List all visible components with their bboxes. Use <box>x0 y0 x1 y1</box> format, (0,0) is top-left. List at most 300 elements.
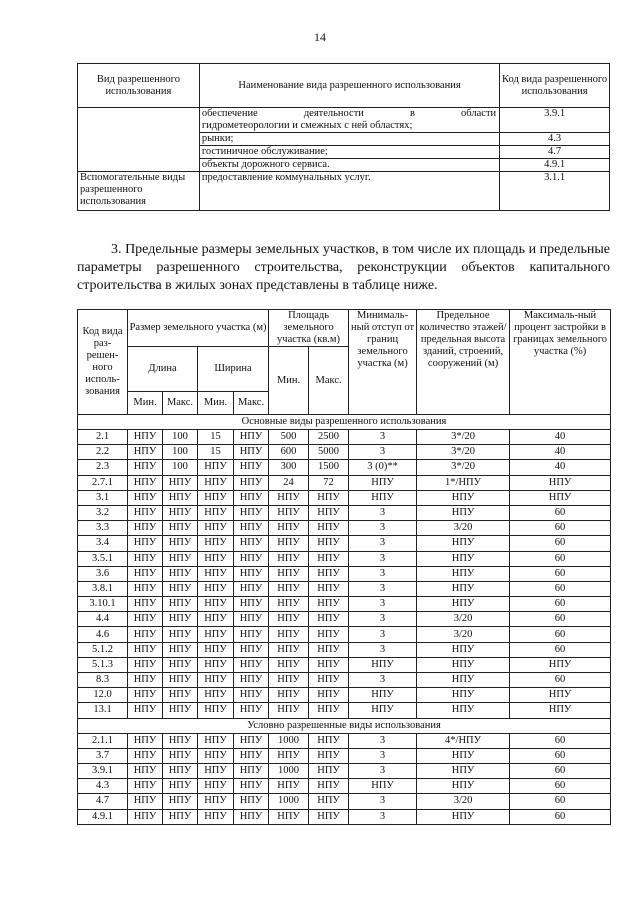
header-area: Площадь земельного участка (кв.м) <box>269 310 349 347</box>
value-cell: 1000 <box>269 733 309 748</box>
value-cell: НПУ <box>234 475 269 490</box>
use-code-cell: 4.7 <box>78 794 128 809</box>
value-cell: НПУ <box>198 612 234 627</box>
value-cell: НПУ <box>417 551 510 566</box>
value-cell: НПУ <box>163 597 198 612</box>
value-cell: НПУ <box>417 505 510 520</box>
value-cell: 1500 <box>309 460 349 475</box>
value-cell: НПУ <box>198 521 234 536</box>
value-cell: НПУ <box>234 748 269 763</box>
value-cell: 3 <box>349 505 417 520</box>
word: деятельности <box>303 108 364 119</box>
aux-use-type-cell: Вспомогательные виды разрешенного использования <box>78 172 200 211</box>
value-cell: 40 <box>510 430 611 445</box>
use-code-cell: 2.7.1 <box>78 475 128 490</box>
value-cell: 3 <box>349 673 417 688</box>
value-cell: НПУ <box>163 673 198 688</box>
value-cell: 60 <box>510 809 611 824</box>
value-cell: НПУ <box>309 794 349 809</box>
value-cell: НПУ <box>269 536 309 551</box>
use-code-cell: 3.9.1 <box>78 763 128 778</box>
value-cell: НПУ <box>510 703 611 718</box>
value-cell: 3*/20 <box>417 445 510 460</box>
value-cell: 3 <box>349 809 417 824</box>
value-cell: НПУ <box>309 673 349 688</box>
value-cell: НПУ <box>198 703 234 718</box>
value-cell: НПУ <box>234 566 269 581</box>
value-cell: НПУ <box>349 657 417 672</box>
value-cell: НПУ <box>128 581 163 596</box>
use-code-cell: 4.3 <box>78 779 128 794</box>
header-length-min: Мин. <box>128 392 163 415</box>
value-cell: НПУ <box>417 657 510 672</box>
value-cell: 100 <box>163 460 198 475</box>
value-cell: НПУ <box>128 460 163 475</box>
value-cell: НПУ <box>510 657 611 672</box>
value-cell: НПУ <box>234 733 269 748</box>
use-code-cell: 4.7 <box>500 146 610 159</box>
header-width-max: Макс. <box>234 392 269 415</box>
permitted-use-table <box>77 63 610 211</box>
value-cell: НПУ <box>163 703 198 718</box>
table-row <box>78 794 611 809</box>
value-cell: НПУ <box>128 566 163 581</box>
value-cell: 60 <box>510 566 611 581</box>
value-cell: НПУ <box>198 460 234 475</box>
value-cell: НПУ <box>234 430 269 445</box>
table-row <box>78 490 611 505</box>
use-code-cell: 3.1.1 <box>500 172 610 211</box>
value-cell: НПУ <box>309 733 349 748</box>
value-cell: НПУ <box>309 779 349 794</box>
page-number: 14 <box>314 30 326 44</box>
use-name-cell <box>199 108 499 133</box>
value-cell: 60 <box>510 779 611 794</box>
table-row <box>78 763 611 778</box>
value-cell: 3 <box>349 794 417 809</box>
value-cell: НПУ <box>163 642 198 657</box>
value-cell: 100 <box>163 445 198 460</box>
value-cell: НПУ <box>234 779 269 794</box>
table-row <box>78 612 611 627</box>
table-row <box>78 108 610 133</box>
value-cell: НПУ <box>198 566 234 581</box>
value-cell: НПУ <box>269 642 309 657</box>
value-cell: НПУ <box>163 505 198 520</box>
value-cell: НПУ <box>128 748 163 763</box>
table-row <box>78 536 611 551</box>
value-cell: НПУ <box>510 688 611 703</box>
value-cell: НПУ <box>309 505 349 520</box>
header-use-type: Вид разрешенного использования <box>78 64 200 108</box>
table-body <box>78 415 611 825</box>
word: области <box>461 108 497 119</box>
value-cell: НПУ <box>128 779 163 794</box>
value-cell: 40 <box>510 460 611 475</box>
use-code-cell: 3.2 <box>78 505 128 520</box>
value-cell: НПУ <box>417 673 510 688</box>
use-code-cell: 3.5.1 <box>78 551 128 566</box>
section-row <box>78 718 611 733</box>
value-cell: НПУ <box>234 657 269 672</box>
value-cell: НПУ <box>269 490 309 505</box>
value-cell: 2500 <box>309 430 349 445</box>
value-cell: НПУ <box>309 551 349 566</box>
value-cell: НПУ <box>163 794 198 809</box>
use-code-cell: 2.1.1 <box>78 733 128 748</box>
value-cell: НПУ <box>128 733 163 748</box>
value-cell: 3/20 <box>417 612 510 627</box>
value-cell: НПУ <box>163 612 198 627</box>
use-code-cell: 8.3 <box>78 673 128 688</box>
value-cell: НПУ <box>417 779 510 794</box>
use-name-cell: гостиничное обслуживание; <box>199 146 499 159</box>
value-cell: 3 <box>349 581 417 596</box>
value-cell: НПУ <box>198 779 234 794</box>
use-code-cell: 3.9.1 <box>500 108 610 133</box>
value-cell: НПУ <box>234 536 269 551</box>
value-cell: НПУ <box>269 627 309 642</box>
value-cell: НПУ <box>269 566 309 581</box>
value-cell: НПУ <box>269 688 309 703</box>
table-row <box>78 445 611 460</box>
value-cell: 3 <box>349 551 417 566</box>
header-setback: Минималь-ный отступ от границ земельного участка (м) <box>349 310 417 415</box>
header-coverage: Максималь-ный процент застройки в границах земельного участка (%) <box>510 310 611 415</box>
value-cell: 3 <box>349 763 417 778</box>
value-cell: 100 <box>163 430 198 445</box>
value-cell: НПУ <box>198 809 234 824</box>
value-cell: НПУ <box>163 657 198 672</box>
value-cell: НПУ <box>163 566 198 581</box>
value-cell: 72 <box>309 475 349 490</box>
header-length-max: Макс. <box>163 392 198 415</box>
value-cell: НПУ <box>234 597 269 612</box>
value-cell: НПУ <box>269 612 309 627</box>
paragraph-3: 3. Предельные размеры земельных участков, в том числе их площадь и предельные параметры разрешенного строительства, реконструкции объектов капитального строительства в жилых зонах представлены в таблице ниже. <box>77 242 610 293</box>
header-length: Длина <box>128 347 198 392</box>
value-cell: НПУ <box>417 763 510 778</box>
use-code-cell: 5.1.3 <box>78 657 128 672</box>
use-name-cell: рынки; <box>199 133 499 146</box>
table-row <box>78 627 611 642</box>
value-cell: НПУ <box>349 475 417 490</box>
value-cell: НПУ <box>309 642 349 657</box>
value-cell: НПУ <box>163 748 198 763</box>
value-cell: НПУ <box>234 703 269 718</box>
word: в <box>410 108 415 119</box>
header-size: Размер земельного участка (м) <box>128 310 269 347</box>
value-cell: НПУ <box>234 627 269 642</box>
value-cell: 5000 <box>309 445 349 460</box>
value-cell: НПУ <box>163 763 198 778</box>
header-area-max: Макс. <box>309 347 349 415</box>
value-cell: НПУ <box>163 521 198 536</box>
value-cell: 3 <box>349 430 417 445</box>
value-cell: НПУ <box>234 794 269 809</box>
value-cell: НПУ <box>417 581 510 596</box>
value-cell: 60 <box>510 581 611 596</box>
value-cell: НПУ <box>234 505 269 520</box>
value-cell: НПУ <box>198 581 234 596</box>
use-name-cell: объекты дорожного сервиса. <box>199 159 499 172</box>
value-cell: НПУ <box>128 763 163 778</box>
value-cell: 60 <box>510 627 611 642</box>
value-cell: НПУ <box>163 475 198 490</box>
value-cell: 3 <box>349 566 417 581</box>
value-cell: НПУ <box>309 657 349 672</box>
use-code-cell: 4.3 <box>500 133 610 146</box>
value-cell: НПУ <box>128 627 163 642</box>
value-cell: 4*/НПУ <box>417 733 510 748</box>
value-cell: НПУ <box>417 536 510 551</box>
value-cell: НПУ <box>269 748 309 763</box>
header-use-code: Код вида разрешенного использования <box>500 64 610 108</box>
table-row <box>78 460 611 475</box>
table-row <box>78 688 611 703</box>
value-cell: НПУ <box>198 642 234 657</box>
value-cell: 60 <box>510 733 611 748</box>
value-cell: НПУ <box>269 551 309 566</box>
table-row <box>78 566 611 581</box>
value-cell: НПУ <box>163 551 198 566</box>
value-cell: НПУ <box>198 688 234 703</box>
value-cell: НПУ <box>198 748 234 763</box>
table-row <box>78 430 611 445</box>
value-cell: 60 <box>510 551 611 566</box>
use-code-cell: 13.1 <box>78 703 128 718</box>
use-code-cell: 3.8.1 <box>78 581 128 596</box>
use-code-cell: 12.0 <box>78 688 128 703</box>
table-row <box>78 703 611 718</box>
value-cell: 3 (0)** <box>349 460 417 475</box>
value-cell: НПУ <box>269 521 309 536</box>
value-cell: НПУ <box>128 597 163 612</box>
table-row <box>78 779 611 794</box>
use-code-cell: 3.1 <box>78 490 128 505</box>
empty-cell <box>78 108 200 172</box>
value-cell: НПУ <box>417 490 510 505</box>
value-cell: НПУ <box>163 627 198 642</box>
value-cell: НПУ <box>309 763 349 778</box>
value-cell: НПУ <box>198 657 234 672</box>
value-cell: НПУ <box>128 505 163 520</box>
table-row <box>78 521 611 536</box>
value-cell: 60 <box>510 642 611 657</box>
value-cell: НПУ <box>269 703 309 718</box>
header-row-1 <box>78 310 611 347</box>
value-cell: НПУ <box>234 612 269 627</box>
value-cell: НПУ <box>349 688 417 703</box>
value-cell: 15 <box>198 445 234 460</box>
value-cell: НПУ <box>417 703 510 718</box>
value-cell: 3 <box>349 445 417 460</box>
value-cell: НПУ <box>309 521 349 536</box>
value-cell: 3 <box>349 612 417 627</box>
use-code-cell: 3.7 <box>78 748 128 763</box>
value-cell: 1000 <box>269 763 309 778</box>
value-cell: НПУ <box>163 779 198 794</box>
value-cell: НПУ <box>510 490 611 505</box>
value-cell: 3*/20 <box>417 460 510 475</box>
value-cell: 3/20 <box>417 521 510 536</box>
value-cell: НПУ <box>417 748 510 763</box>
land-plot-limits-table <box>77 309 611 825</box>
value-cell: НПУ <box>128 794 163 809</box>
value-cell: НПУ <box>128 490 163 505</box>
value-cell: НПУ <box>309 490 349 505</box>
value-cell: НПУ <box>234 809 269 824</box>
value-cell: НПУ <box>128 551 163 566</box>
value-cell: 60 <box>510 612 611 627</box>
value-cell: НПУ <box>198 794 234 809</box>
value-cell: 60 <box>510 521 611 536</box>
value-cell: НПУ <box>128 475 163 490</box>
table-row <box>78 551 611 566</box>
value-cell: НПУ <box>309 688 349 703</box>
value-cell: НПУ <box>234 642 269 657</box>
value-cell: 40 <box>510 445 611 460</box>
value-cell: НПУ <box>128 612 163 627</box>
value-cell: 3 <box>349 627 417 642</box>
table-row <box>78 809 611 824</box>
value-cell: 1000 <box>269 794 309 809</box>
value-cell: НПУ <box>234 490 269 505</box>
header-width-min: Мин. <box>198 392 234 415</box>
header-floors: Предельное количество этажей/ предельная высота зданий, строений, сооружений (м) <box>417 310 510 415</box>
value-cell: НПУ <box>417 688 510 703</box>
value-cell: НПУ <box>417 642 510 657</box>
value-cell: НПУ <box>198 627 234 642</box>
value-cell: НПУ <box>128 521 163 536</box>
value-cell: НПУ <box>128 673 163 688</box>
value-cell: НПУ <box>349 779 417 794</box>
value-cell: 3*/20 <box>417 430 510 445</box>
value-cell: 500 <box>269 430 309 445</box>
value-cell: НПУ <box>128 430 163 445</box>
use-name-continuation: гидрометеорологии и смежных с ней областях; <box>201 120 413 131</box>
value-cell: НПУ <box>234 551 269 566</box>
value-cell: НПУ <box>128 809 163 824</box>
value-cell: НПУ <box>163 536 198 551</box>
value-cell: НПУ <box>234 763 269 778</box>
value-cell: 3/20 <box>417 794 510 809</box>
value-cell: НПУ <box>269 673 309 688</box>
value-cell: НПУ <box>198 505 234 520</box>
value-cell: НПУ <box>234 445 269 460</box>
table-row <box>78 597 611 612</box>
value-cell: НПУ <box>269 809 309 824</box>
value-cell: НПУ <box>269 597 309 612</box>
value-cell: 60 <box>510 536 611 551</box>
value-cell: НПУ <box>417 597 510 612</box>
table-row <box>78 505 611 520</box>
value-cell: НПУ <box>234 460 269 475</box>
value-cell: НПУ <box>309 536 349 551</box>
header-width: Ширина <box>198 347 269 392</box>
value-cell: НПУ <box>163 581 198 596</box>
value-cell: НПУ <box>198 763 234 778</box>
use-code-cell: 3.4 <box>78 536 128 551</box>
value-cell: НПУ <box>309 581 349 596</box>
value-cell: НПУ <box>349 490 417 505</box>
value-cell: НПУ <box>198 673 234 688</box>
value-cell: НПУ <box>128 642 163 657</box>
value-cell: НПУ <box>417 566 510 581</box>
value-cell: 60 <box>510 505 611 520</box>
value-cell: 60 <box>510 673 611 688</box>
value-cell: 600 <box>269 445 309 460</box>
table-row <box>78 673 611 688</box>
use-code-cell: 2.3 <box>78 460 128 475</box>
word: обеспечение <box>201 108 258 119</box>
value-cell: 3 <box>349 733 417 748</box>
value-cell: НПУ <box>128 536 163 551</box>
value-cell: НПУ <box>417 809 510 824</box>
value-cell: НПУ <box>309 612 349 627</box>
value-cell: 24 <box>269 475 309 490</box>
section-title: Условно разрешенные виды использования <box>78 718 611 733</box>
value-cell: НПУ <box>128 445 163 460</box>
value-cell: НПУ <box>349 703 417 718</box>
use-code-cell: 3.6 <box>78 566 128 581</box>
value-cell: НПУ <box>309 703 349 718</box>
value-cell: НПУ <box>128 657 163 672</box>
use-code-cell: 4.4 <box>78 612 128 627</box>
use-code-cell: 5.1.2 <box>78 642 128 657</box>
value-cell: НПУ <box>309 566 349 581</box>
table-row <box>78 657 611 672</box>
value-cell: НПУ <box>163 733 198 748</box>
value-cell: НПУ <box>234 688 269 703</box>
value-cell: 15 <box>198 430 234 445</box>
value-cell: НПУ <box>269 581 309 596</box>
table-row <box>78 642 611 657</box>
value-cell: НПУ <box>198 551 234 566</box>
value-cell: НПУ <box>198 597 234 612</box>
use-code-cell: 4.9.1 <box>500 159 610 172</box>
value-cell: НПУ <box>269 505 309 520</box>
header-code: Код вида раз-решен-ного исполь-зования <box>78 310 128 415</box>
value-cell: НПУ <box>198 490 234 505</box>
table-row <box>78 733 611 748</box>
value-cell: НПУ <box>163 809 198 824</box>
section-title: Основные виды разрешенного использования <box>78 415 611 430</box>
use-code-cell: 4.6 <box>78 627 128 642</box>
section-row <box>78 415 611 430</box>
value-cell: 300 <box>269 460 309 475</box>
value-cell: 60 <box>510 597 611 612</box>
use-code-cell: 2.2 <box>78 445 128 460</box>
value-cell: НПУ <box>309 748 349 763</box>
value-cell: НПУ <box>309 627 349 642</box>
value-cell: НПУ <box>234 581 269 596</box>
value-cell: НПУ <box>510 475 611 490</box>
value-cell: 3/20 <box>417 627 510 642</box>
value-cell: НПУ <box>198 475 234 490</box>
use-name-cell: предоставление коммунальных услуг. <box>199 172 499 211</box>
value-cell: НПУ <box>269 779 309 794</box>
value-cell: 3 <box>349 536 417 551</box>
value-cell: НПУ <box>309 597 349 612</box>
value-cell: НПУ <box>128 703 163 718</box>
value-cell: НПУ <box>128 688 163 703</box>
use-code-cell: 3.10.1 <box>78 597 128 612</box>
value-cell: НПУ <box>309 809 349 824</box>
value-cell: 60 <box>510 763 611 778</box>
table-row <box>78 748 611 763</box>
value-cell: НПУ <box>234 673 269 688</box>
